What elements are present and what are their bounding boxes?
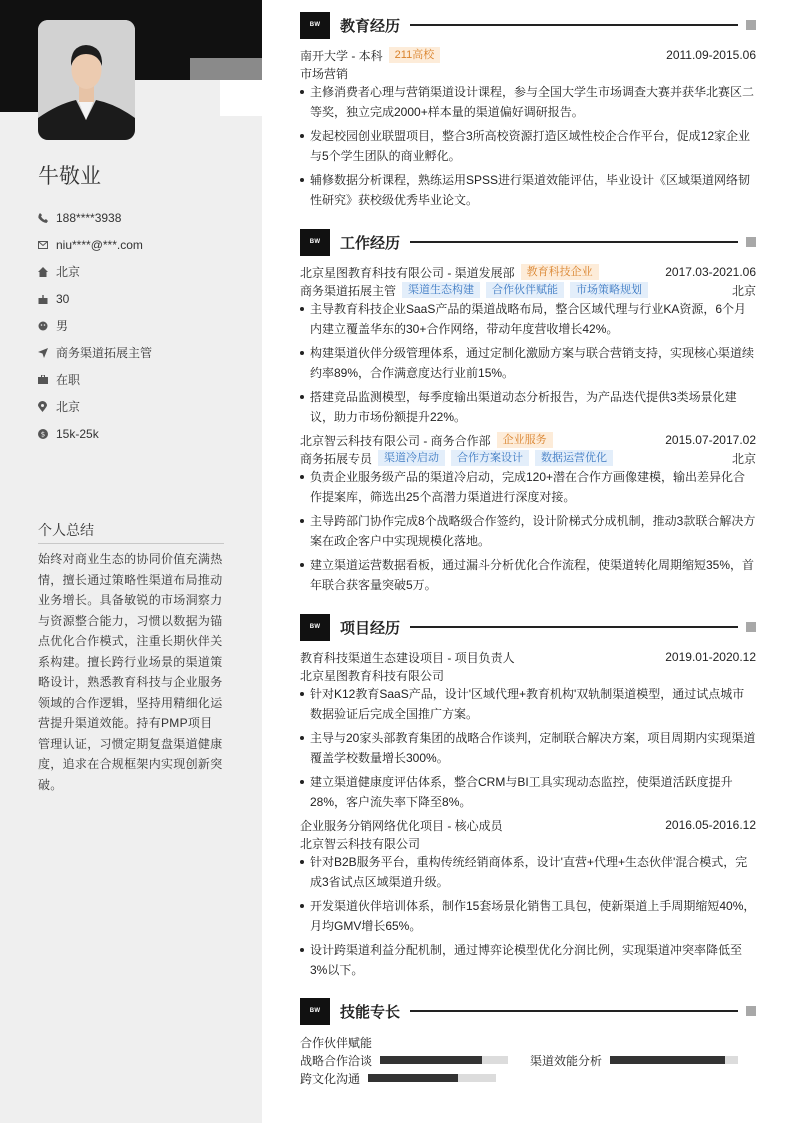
work-skill-tag: 市场策略规划: [570, 282, 648, 298]
education-bullet: 辅修数据分析课程，熟练运用SPSS进行渠道效能评估，毕业设计《区域渠道网络韧性研究》获校级优秀毕业论文。: [300, 170, 756, 210]
project-bullet: 开发渠道伙伴培训体系，制作15套场景化销售工具包，使新渠道上手周期缩短40%，月均GMV增长65%。: [300, 896, 756, 936]
briefcase-icon: [38, 375, 56, 384]
skill-level-bar: [610, 1056, 738, 1064]
project-bullet: 针对B2B服务平台，重构传统经销商体系，设计'直营+代理+生态伙伴'混合模式，完成3省试点区域渠道升级。: [300, 852, 756, 892]
project-bullet: 设计跨渠道利益分配机制，通过博弈论模型优化分润比例，实现渠道冲突率降低至3%以下。: [300, 940, 756, 980]
education-title: 教育经历: [340, 17, 401, 35]
svg-text:$: $: [40, 430, 46, 439]
project-section-header: [300, 613, 756, 641]
work-date: 2015.07-2017.02: [665, 433, 756, 447]
location-icon: [38, 401, 56, 412]
gender-text: 男: [56, 319, 69, 333]
education-date: 2011.09-2015.06: [666, 48, 756, 62]
work-role-row: [300, 449, 756, 467]
education-row: [300, 46, 756, 64]
section-divider: [410, 626, 738, 628]
work-company: 北京智云科技有限公司 - 商务合作部: [300, 433, 491, 448]
hometown-text: 北京: [56, 265, 81, 279]
work-company-row: [300, 263, 756, 281]
work-skill-tag: 数据运营优化: [535, 450, 613, 466]
section-divider: [410, 241, 738, 243]
education-bullet: 发起校园创业联盟项目，整合3所高校资源打造区域性校企合作平台，促成12家企业与5个学生团队的商业孵化。: [300, 126, 756, 166]
gender-icon: [38, 321, 56, 331]
work-industry-tag: 教育科技企业: [521, 264, 599, 280]
education-school: 南开大学 - 本科: [300, 48, 383, 63]
project-name: 教育科技渠道生态建设项目 - 项目负责人: [300, 650, 515, 665]
skill-level-fill: [380, 1056, 482, 1064]
work-bullet: 搭建竞品监测模型，每季度输出渠道动态分析报告，为产品迭代提供3类场景化建议，助力市场份额提升22%。: [300, 387, 756, 427]
mail-icon: [38, 241, 56, 249]
position-text: 商务渠道拓展主管: [56, 346, 153, 360]
work-city: 北京: [731, 451, 756, 466]
skill-name: 战略合作洽谈: [300, 1053, 373, 1068]
age-text: 30: [56, 291, 70, 306]
project-bullet: 主导与20家头部教育集团的战略合作谈判，定制联合解决方案，项目周期内实现渠道覆盖学校数量增长300%。: [300, 728, 756, 768]
project-date: 2016.05-2016.12: [665, 818, 756, 832]
hometown-row: [38, 258, 152, 285]
phone-row: [38, 204, 152, 231]
skill-item: [300, 1052, 508, 1068]
work-skill-tag: 合作伙伴赋能: [486, 282, 564, 298]
skill-name: 跨文化沟通: [300, 1071, 361, 1086]
project-company-row: [300, 666, 756, 684]
work-role: 商务渠道拓展主管: [300, 283, 397, 298]
sidebar: [0, 0, 262, 1123]
work-bullet: 负责企业服务级产品的渠道冷启动，完成120+潜在合作方画像建模，输出差异化合作提案库，筛选出25个高潜力渠道进行深度对接。: [300, 467, 756, 507]
project-company: 北京智云科技有限公司: [300, 836, 421, 851]
skill-level-fill: [368, 1074, 458, 1082]
location-text: 北京: [56, 400, 81, 414]
project-company: 北京星图教育科技有限公司: [300, 668, 445, 683]
phone-text: 188****3938: [56, 210, 122, 225]
section-square: [746, 622, 756, 632]
work-section-header: [300, 228, 756, 256]
education-bullet: 主修消费者心理与营销渠道设计课程，参与全国大学生市场调查大赛并获华北赛区二等奖，独立完成2000+样本量的渠道偏好调研报告。: [300, 82, 756, 122]
work-company: 北京星图教育科技有限公司 - 渠道发展部: [300, 265, 515, 280]
status-row: [38, 366, 152, 393]
skill-level-bar: [380, 1056, 508, 1064]
project-name: 企业服务分销网络优化项目 - 核心成员: [300, 818, 503, 833]
section-badge: BW: [300, 614, 330, 641]
project-row: [300, 816, 756, 834]
project-row: [300, 648, 756, 666]
work-skill-tag: 渠道生态构建: [402, 282, 480, 298]
education-major: 市场营销: [300, 66, 349, 81]
section-badge: BW: [300, 12, 330, 39]
contact-info-list: [38, 204, 152, 447]
section-square: [746, 1006, 756, 1016]
section-square: [746, 237, 756, 247]
skills-header: 合作伙伴赋能: [300, 1035, 373, 1050]
project-bullet: 针对K12教育SaaS产品，设计'区域代理+教育机构'双轨制渠道模型，通过试点城市数据验证后完成全国推广方案。: [300, 684, 756, 724]
summary-title: 个人总结: [38, 520, 224, 544]
work-industry-tag: 企业服务: [497, 432, 553, 448]
section-badge: BW: [300, 229, 330, 256]
sidebar-header-block: [0, 80, 38, 112]
home-icon: [38, 267, 56, 277]
phone-icon: [38, 213, 56, 223]
project-title: 项目经历: [340, 619, 401, 637]
email-text: niu****@***.com: [56, 237, 143, 252]
send-icon: [38, 348, 56, 358]
section-divider: [410, 1010, 738, 1012]
skills-title: 技能专长: [340, 1003, 401, 1021]
education-section-header: [300, 11, 756, 39]
work-bullet: 主导跨部门协作完成8个战略级合作签约，设计阶梯式分成机制，推动3款联合解决方案在政企客户中实现规模化落地。: [300, 511, 756, 551]
project-company-row: [300, 834, 756, 852]
salary-text: 15k-25k: [56, 426, 99, 441]
work-title: 工作经历: [340, 234, 401, 252]
sidebar-accent-block: [220, 80, 262, 116]
skill-level-bar: [368, 1074, 496, 1082]
work-company-row: [300, 431, 756, 449]
skill-item: [530, 1052, 738, 1068]
project-bullet: 建立渠道健康度评估体系，整合CRM与BI工具实现动态监控，使渠道活跃度提升28%，客户流失率下降至8%。: [300, 772, 756, 812]
status-text: 在职: [56, 373, 81, 387]
location-row: [38, 393, 152, 420]
section-badge: BW: [300, 998, 330, 1025]
profile-photo: [38, 20, 135, 140]
skills-section-header: [300, 997, 756, 1025]
work-role: 商务拓展专员: [300, 451, 373, 466]
skill-item: [300, 1070, 496, 1086]
skill-name: 渠道效能分析: [530, 1053, 603, 1068]
work-bullet: 主导教育科技企业SaaS产品的渠道战略布局，整合区域代理与行业KA资源，6个月内建立覆盖华东的30+合作网络，带动年度营收增长42%。: [300, 299, 756, 339]
work-skill-tag: 渠道冷启动: [378, 450, 445, 466]
salary-icon: [38, 429, 56, 439]
work-bullet: 构建渠道伙伴分级管理体系，通过定制化激励方案与联合营销支持，实现核心渠道续约率89%，合作满意度达行业前15%。: [300, 343, 756, 383]
candidate-name: 牛敬业: [38, 165, 101, 188]
skill-level-fill: [610, 1056, 725, 1064]
skills-header-row: [300, 1033, 756, 1051]
summary-text: 始终对商业生态的协同价值充满热情，擅长通过策略性渠道布局推动业务增长。具备敏锐的市场洞察力与资源整合能力，习惯以数据为锚点优化合作模式，注重长期伙伴关系构建。擅长跨行业场景的渠道策略设计，熟悉教育科技与企业服务领域的合作逻辑，坚持用精细化运营提升渠道效能。持有PMP项目管理认证，习惯定期复盘渠道健康度，追求在合规框架内实现创新突破。: [38, 552, 223, 792]
work-role-row: [300, 281, 756, 299]
section-square: [746, 20, 756, 30]
work-city: 北京: [731, 283, 756, 298]
position-row: [38, 339, 152, 366]
salary-row: [38, 420, 152, 447]
section-divider: [410, 24, 738, 26]
sidebar-accent-block: [190, 58, 262, 80]
cake-icon: [38, 294, 56, 304]
age-row: [38, 285, 152, 312]
project-date: 2019.01-2020.12: [665, 650, 756, 664]
work-date: 2017.03-2021.06: [665, 265, 756, 279]
work-skill-tag: 合作方案设计: [451, 450, 529, 466]
education-major-row: [300, 64, 756, 82]
email-row: [38, 231, 152, 258]
work-bullet: 建立渠道运营数据看板，通过漏斗分析优化合作流程，使渠道转化周期缩短35%，首年联合获客量突破5万。: [300, 555, 756, 595]
gender-row: [38, 312, 152, 339]
education-tag: 211高校: [389, 47, 441, 63]
